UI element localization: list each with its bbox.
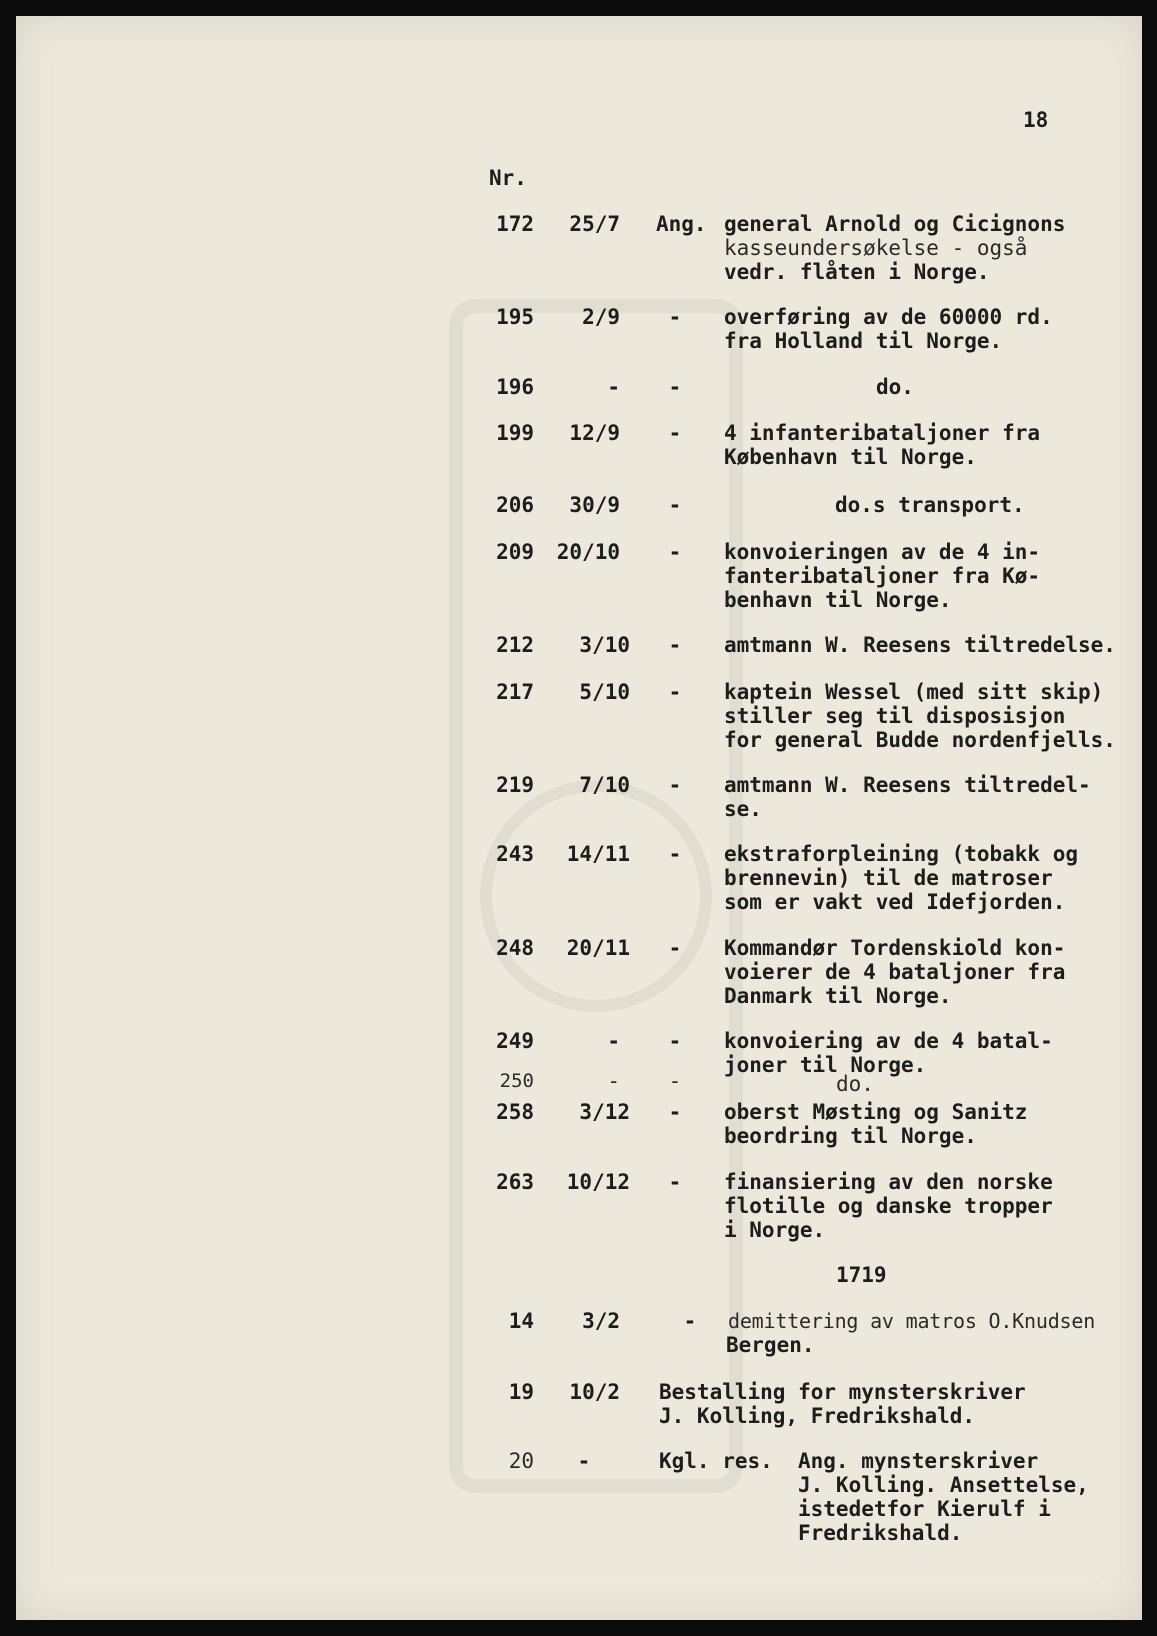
entry-nr: 14: [508, 1309, 534, 1333]
entry-mark: -: [668, 375, 682, 399]
entry-line: brennevin) til de matroser: [724, 866, 1053, 890]
entry-line: Kommandør Tordenskiold kon-: [724, 936, 1066, 960]
entry-nr: 196: [496, 375, 534, 399]
entry-date: 25/7: [569, 212, 620, 236]
entry-mark: -: [668, 842, 682, 866]
entry-nr: 249: [496, 1029, 534, 1053]
entry-date: 5/10: [579, 680, 630, 704]
entry-mark: -: [668, 1069, 682, 1093]
entry-date: 3/10: [579, 633, 630, 657]
entry-mark: -: [668, 680, 682, 704]
entry-mark: -: [668, 1029, 682, 1053]
entry-line: demittering av matros O.Knudsen: [728, 1309, 1096, 1333]
entry-line: Danmark til Norge.: [724, 984, 952, 1008]
entry-line: som er vakt ved Idefjorden.: [724, 890, 1066, 914]
entry-date: -: [577, 1449, 591, 1473]
entry-line: Fredrikshald.: [798, 1521, 963, 1545]
entry-date: 10/12: [566, 1170, 630, 1194]
entry-line: joner til Norge.: [724, 1053, 927, 1077]
entry-line: København til Norge.: [724, 445, 977, 469]
entry-date: 14/11: [566, 842, 630, 866]
entry-line: J. Kolling. Ansettelse,: [798, 1473, 1089, 1497]
entry-mark: Ang.: [656, 212, 707, 236]
entry-nr: 258: [496, 1100, 534, 1124]
entry-line: istedetfor Kierulf i: [798, 1497, 1051, 1521]
entry-date: -: [607, 1069, 620, 1093]
entry-line: se.: [724, 797, 762, 821]
entry-line: kasseundersøkelse - også: [724, 236, 1028, 260]
entry-nr: 250: [499, 1070, 534, 1092]
entry-date: -: [607, 1029, 620, 1053]
entry-nr: 243: [496, 842, 534, 866]
entry-mark: -: [668, 936, 682, 960]
entry-nr: 19: [508, 1380, 534, 1404]
entry-line: voierer de 4 bataljoner fra: [724, 960, 1066, 984]
entry-mark: -: [668, 1100, 682, 1124]
entry-line: oberst Møsting og Sanitz: [724, 1100, 1028, 1124]
entry-line: general Arnold og Cicignons: [724, 212, 1066, 236]
entry-line: for general Budde nordenfjells.: [724, 728, 1116, 752]
entry-mark: -: [668, 540, 682, 564]
entry-date: 20/11: [566, 936, 630, 960]
entry-line: fra Holland til Norge.: [724, 329, 1003, 353]
entry-nr: 217: [496, 680, 534, 704]
entry-date: -: [607, 375, 620, 399]
entry-line: stiller seg til disposisjon: [724, 704, 1066, 728]
entry-line: 4 infanteribataljoner fra: [724, 421, 1041, 445]
entry-date: 2/9: [582, 305, 620, 329]
entry-line: finansiering av den norske: [724, 1170, 1053, 1194]
page-number: 18: [1023, 108, 1049, 132]
entry-mark: -: [668, 493, 682, 517]
entry-nr: 248: [496, 936, 534, 960]
entry-nr: 219: [496, 773, 534, 797]
entry-nr: 209: [496, 540, 534, 564]
year-heading: 1719: [836, 1263, 887, 1287]
entry-date: 3/2: [582, 1309, 620, 1333]
entry-line: fanteribataljoner fra Kø-: [724, 564, 1041, 588]
entry-date: 7/10: [579, 773, 630, 797]
entry-line: konvoieringen av de 4 in-: [724, 540, 1041, 564]
entry-line: do.: [836, 1072, 874, 1096]
entry-mark: -: [683, 1309, 697, 1333]
entry-line: J. Kolling, Fredrikshald.: [659, 1404, 976, 1428]
entry-nr: 20: [508, 1449, 534, 1473]
entry-line: benhavn til Norge.: [724, 588, 952, 612]
entry-mark: Kgl. res.: [659, 1449, 773, 1473]
entry-line: amtmann W. Reesens tiltredelse.: [724, 633, 1116, 657]
entry-line: i Norge.: [724, 1218, 826, 1242]
entry-mark: Bestalling for mynsterskriver: [659, 1380, 1026, 1404]
entry-nr: 199: [496, 421, 534, 445]
entry-line: do.s transport.: [835, 493, 1025, 517]
entry-nr: 212: [496, 633, 534, 657]
entry-nr: 206: [496, 493, 534, 517]
entry-date: 20/10: [556, 540, 620, 564]
entry-nr: 172: [496, 212, 534, 236]
entry-line: flotille og danske tropper: [724, 1194, 1053, 1218]
entry-date: 10/2: [569, 1380, 620, 1404]
entry-mark: -: [668, 421, 682, 445]
entry-line: Bergen.: [726, 1333, 815, 1357]
entry-line: vedr. flåten i Norge.: [724, 260, 990, 284]
entry-mark: -: [668, 1170, 682, 1194]
column-header-nr: Nr.: [489, 166, 527, 190]
entry-mark: -: [668, 773, 682, 797]
entry-mark: -: [668, 633, 682, 657]
entry-date: 12/9: [569, 421, 620, 445]
entry-line: Ang. mynsterskriver: [798, 1449, 1039, 1473]
entry-mark: -: [668, 305, 682, 329]
entry-line: overføring av de 60000 rd.: [724, 305, 1053, 329]
entry-line: do.: [876, 375, 914, 399]
entry-nr: 195: [496, 305, 534, 329]
entry-line: amtmann W. Reesens tiltredel-: [724, 773, 1091, 797]
entry-date: 3/12: [579, 1100, 630, 1124]
entry-nr: 263: [496, 1170, 534, 1194]
entry-date: 30/9: [569, 493, 620, 517]
entry-line: konvoiering av de 4 batal-: [724, 1029, 1053, 1053]
entry-line: beordring til Norge.: [724, 1124, 977, 1148]
entry-line: ekstraforpleining (tobakk og: [724, 842, 1079, 866]
entry-line: kaptein Wessel (med sitt skip): [724, 680, 1104, 704]
